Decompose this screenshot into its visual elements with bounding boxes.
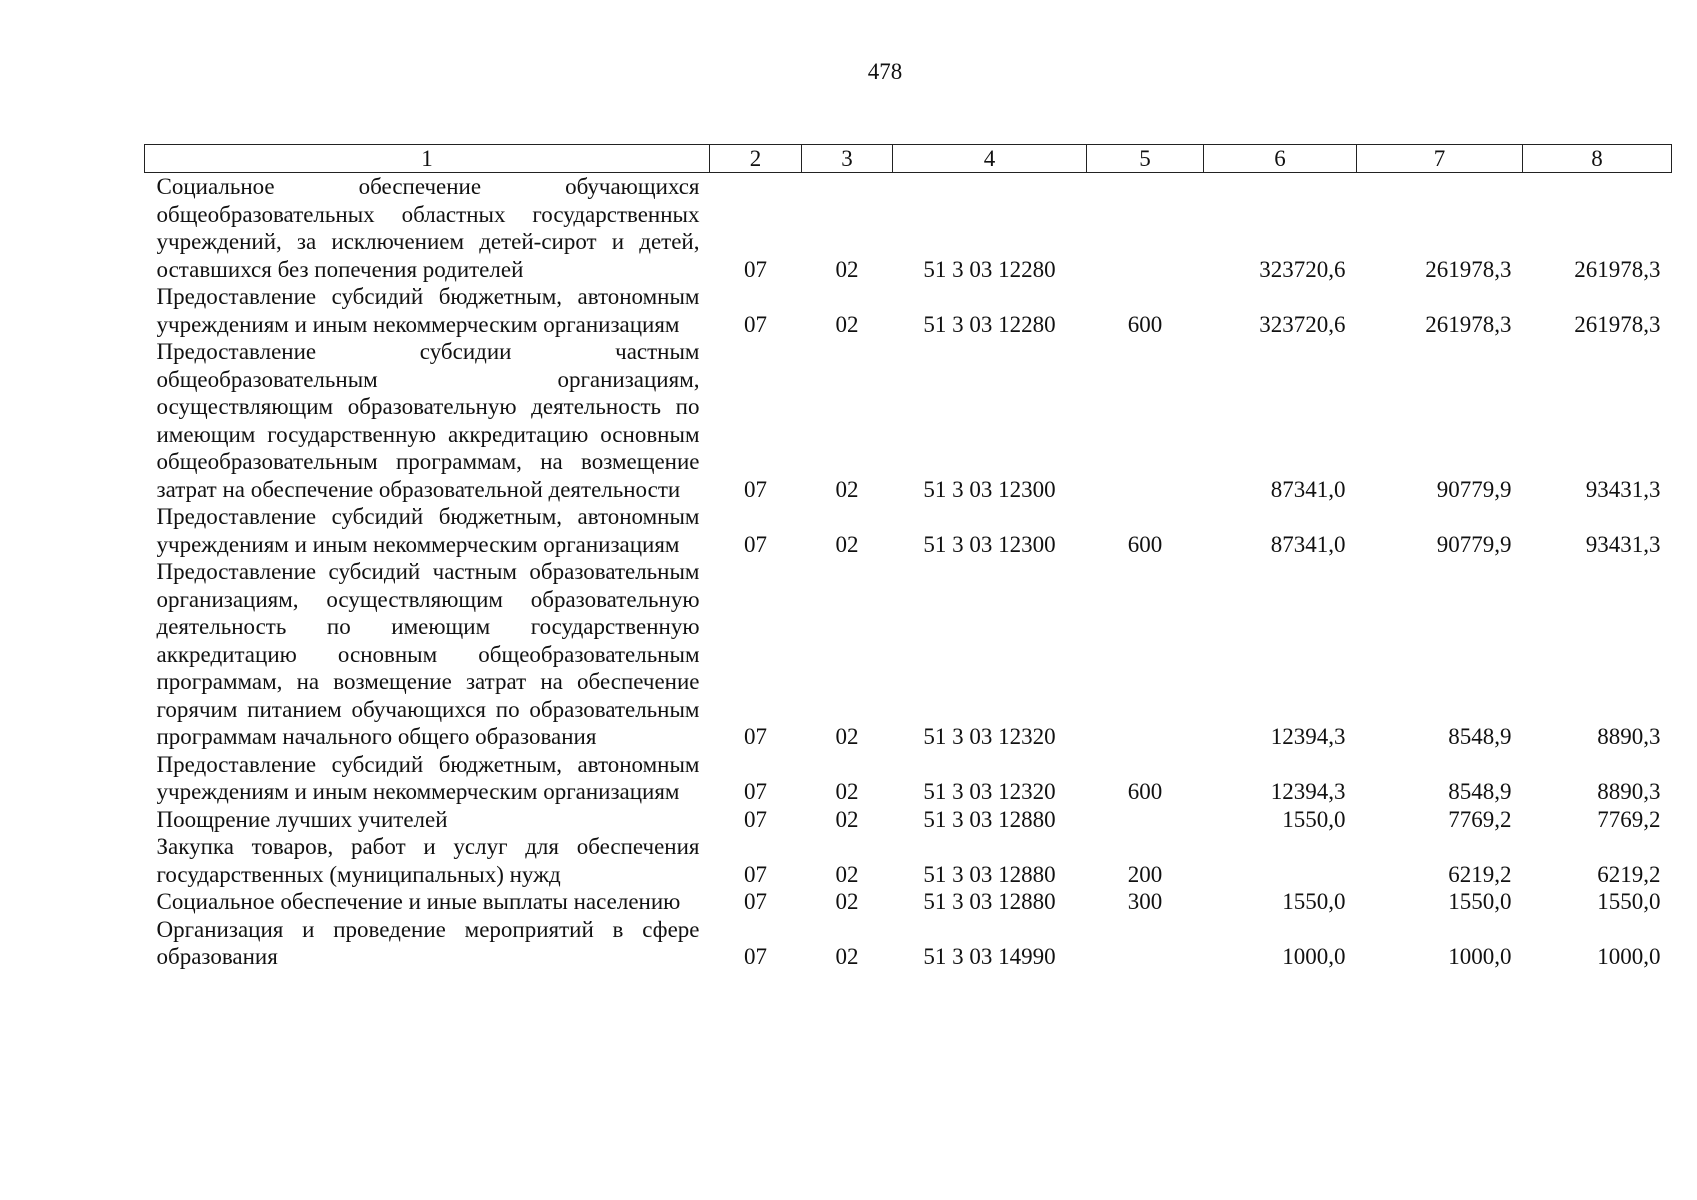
table-row: [145, 888, 1672, 916]
row-subsection: 02: [835, 724, 859, 749]
row-amount-year-3: 261978,3: [1574, 311, 1661, 337]
table-row: [145, 338, 1672, 503]
row-amount-year-1: 12394,3: [1270, 724, 1346, 749]
row-amount-year-1: 1000,0: [1282, 944, 1346, 969]
row-section: 07: [744, 889, 767, 914]
row-section: 07: [744, 256, 767, 282]
row-amount-year-1: 87341,0: [1270, 476, 1346, 502]
row-amount-year-3: 7769,2: [1597, 806, 1661, 832]
row-amount-year-2: 90779,9: [1436, 531, 1512, 557]
row-amount-year-1: [1204, 833, 1357, 888]
row-section: 07: [744, 476, 767, 502]
row-amount-year-2: 6219,2: [1448, 861, 1512, 887]
table-row: [145, 833, 1672, 888]
row-target-article: 51 3 03 12880: [923, 861, 1056, 887]
header-col-6: 6: [1204, 145, 1357, 173]
row-expense-type: 300: [1127, 889, 1163, 914]
row-amount-year-2: 261978,3: [1425, 311, 1512, 337]
row-subsection: 02: [835, 256, 859, 282]
row-target-article: 51 3 03 12880: [923, 806, 1056, 832]
row-subsection: 02: [835, 889, 859, 914]
row-expense-type: [1087, 916, 1204, 971]
row-amount-year-1: 1550,0: [1282, 806, 1346, 832]
row-name: Предоставление субсидий частным образовательным организациям, осуществляющим образовательную деятельность по имеющим государственную аккредитацию основным общеобразовательным программам, на возмещение затрат на обеспечение горячим питанием обучающихся по образовательным программам начального общего образования: [156, 559, 700, 749]
row-amount-year-3: 261978,3: [1574, 256, 1661, 282]
row-amount-year-1: 87341,0: [1270, 531, 1346, 557]
row-target-article: 51 3 03 14990: [923, 944, 1056, 969]
row-amount-year-2: 8548,9: [1448, 724, 1512, 749]
row-subsection: 02: [835, 861, 859, 887]
row-target-article: 51 3 03 12300: [923, 476, 1056, 502]
row-target-article: 51 3 03 12280: [923, 256, 1056, 282]
row-amount-year-3: 1000,0: [1597, 944, 1661, 969]
table-row: [145, 916, 1672, 971]
row-amount-year-2: 1550,0: [1448, 889, 1512, 914]
row-expense-type: 600: [1127, 311, 1163, 337]
row-target-article: 51 3 03 12320: [923, 779, 1056, 804]
row-section: 07: [744, 944, 767, 969]
row-name: Предоставление субсидии частным общеобразовательным организациям, осуществляющим образовательную деятельность по имеющим государственную аккредитацию основным общеобразовательным программам, на возмещение затрат на обеспечение образовательной деятельности: [156, 339, 700, 502]
row-name: Предоставление субсидий бюджетным, автономным учреждениям и иным некоммерческим организациям: [156, 504, 700, 557]
row-expense-type: 200: [1127, 861, 1163, 887]
header-col-8: 8: [1523, 145, 1672, 173]
table-row: [145, 806, 1672, 834]
row-amount-year-1: 323720,6: [1259, 256, 1346, 282]
table-row: [145, 503, 1672, 558]
row-amount-year-3: 8890,3: [1597, 779, 1661, 804]
row-amount-year-1: 1550,0: [1282, 889, 1346, 914]
row-amount-year-2: 7769,2: [1448, 806, 1512, 832]
row-subsection: 02: [835, 944, 859, 969]
row-amount-year-1: 323720,6: [1259, 311, 1346, 337]
row-amount-year-3: 8890,3: [1597, 724, 1661, 749]
row-amount-year-3: 93431,3: [1585, 531, 1661, 557]
header-col-4: 4: [893, 145, 1087, 173]
row-target-article: 51 3 03 12280: [923, 311, 1056, 337]
row-name: Закупка товаров, работ и услуг для обеспечения государственных (муниципальных) нужд: [156, 834, 700, 887]
table-body: [145, 173, 1672, 971]
header-col-2: 2: [710, 145, 802, 173]
row-subsection: 02: [835, 806, 859, 832]
row-amount-year-2: 8548,9: [1448, 779, 1512, 804]
row-section: 07: [744, 531, 767, 557]
page-number: 478: [867, 59, 903, 84]
row-amount-year-2: 1000,0: [1448, 944, 1512, 969]
row-section: 07: [744, 311, 767, 337]
row-expense-type: [1087, 806, 1204, 834]
row-expense-type: 600: [1127, 531, 1163, 557]
header-col-3: 3: [802, 145, 893, 173]
row-section: 07: [744, 806, 767, 832]
row-target-article: 51 3 03 12880: [923, 889, 1056, 914]
row-section: 07: [744, 779, 767, 804]
row-amount-year-2: 90779,9: [1436, 476, 1512, 502]
table-row: [145, 283, 1672, 338]
row-amount-year-2: 261978,3: [1425, 256, 1512, 282]
row-amount-year-1: 12394,3: [1270, 779, 1346, 804]
row-subsection: 02: [835, 311, 859, 337]
row-name: Предоставление субсидий бюджетным, автономным учреждениям и иным некоммерческим организациям: [156, 751, 700, 804]
row-target-article: 51 3 03 12320: [923, 724, 1056, 749]
row-subsection: 02: [835, 476, 859, 502]
row-name: Предоставление субсидий бюджетным, автономным учреждениям и иным некоммерческим организациям: [156, 284, 700, 337]
row-name: Поощрение лучших учителей: [156, 806, 448, 832]
table-row: [145, 558, 1672, 751]
row-amount-year-3: 1550,0: [1597, 889, 1661, 914]
row-target-article: 51 3 03 12300: [923, 531, 1056, 557]
table-row: [145, 751, 1672, 806]
row-amount-year-3: 93431,3: [1585, 476, 1661, 502]
row-expense-type: 600: [1127, 779, 1163, 804]
header-row: [145, 145, 1672, 173]
row-name: Социальное обеспечение и иные выплаты населению: [156, 889, 681, 914]
budget-table: [144, 144, 1672, 971]
row-amount-year-3: 6219,2: [1597, 861, 1661, 887]
row-section: 07: [744, 724, 767, 749]
header-col-7: 7: [1357, 145, 1523, 173]
row-subsection: 02: [835, 531, 859, 557]
row-expense-type: [1087, 173, 1204, 284]
row-name: Социальное обеспечение обучающихся общеобразовательных областных государственных учреждений, за исключением детей-сирот и детей, оставшихся без попечения родителей: [156, 174, 700, 282]
row-expense-type: [1087, 338, 1204, 503]
row-expense-type: [1087, 558, 1204, 751]
header-col-1: 1: [145, 145, 710, 173]
header-col-5: 5: [1087, 145, 1204, 173]
row-section: 07: [744, 861, 767, 887]
row-name: Организация и проведение мероприятий в сфере образования: [156, 916, 700, 969]
row-subsection: 02: [835, 779, 859, 804]
table-row: [145, 173, 1672, 284]
